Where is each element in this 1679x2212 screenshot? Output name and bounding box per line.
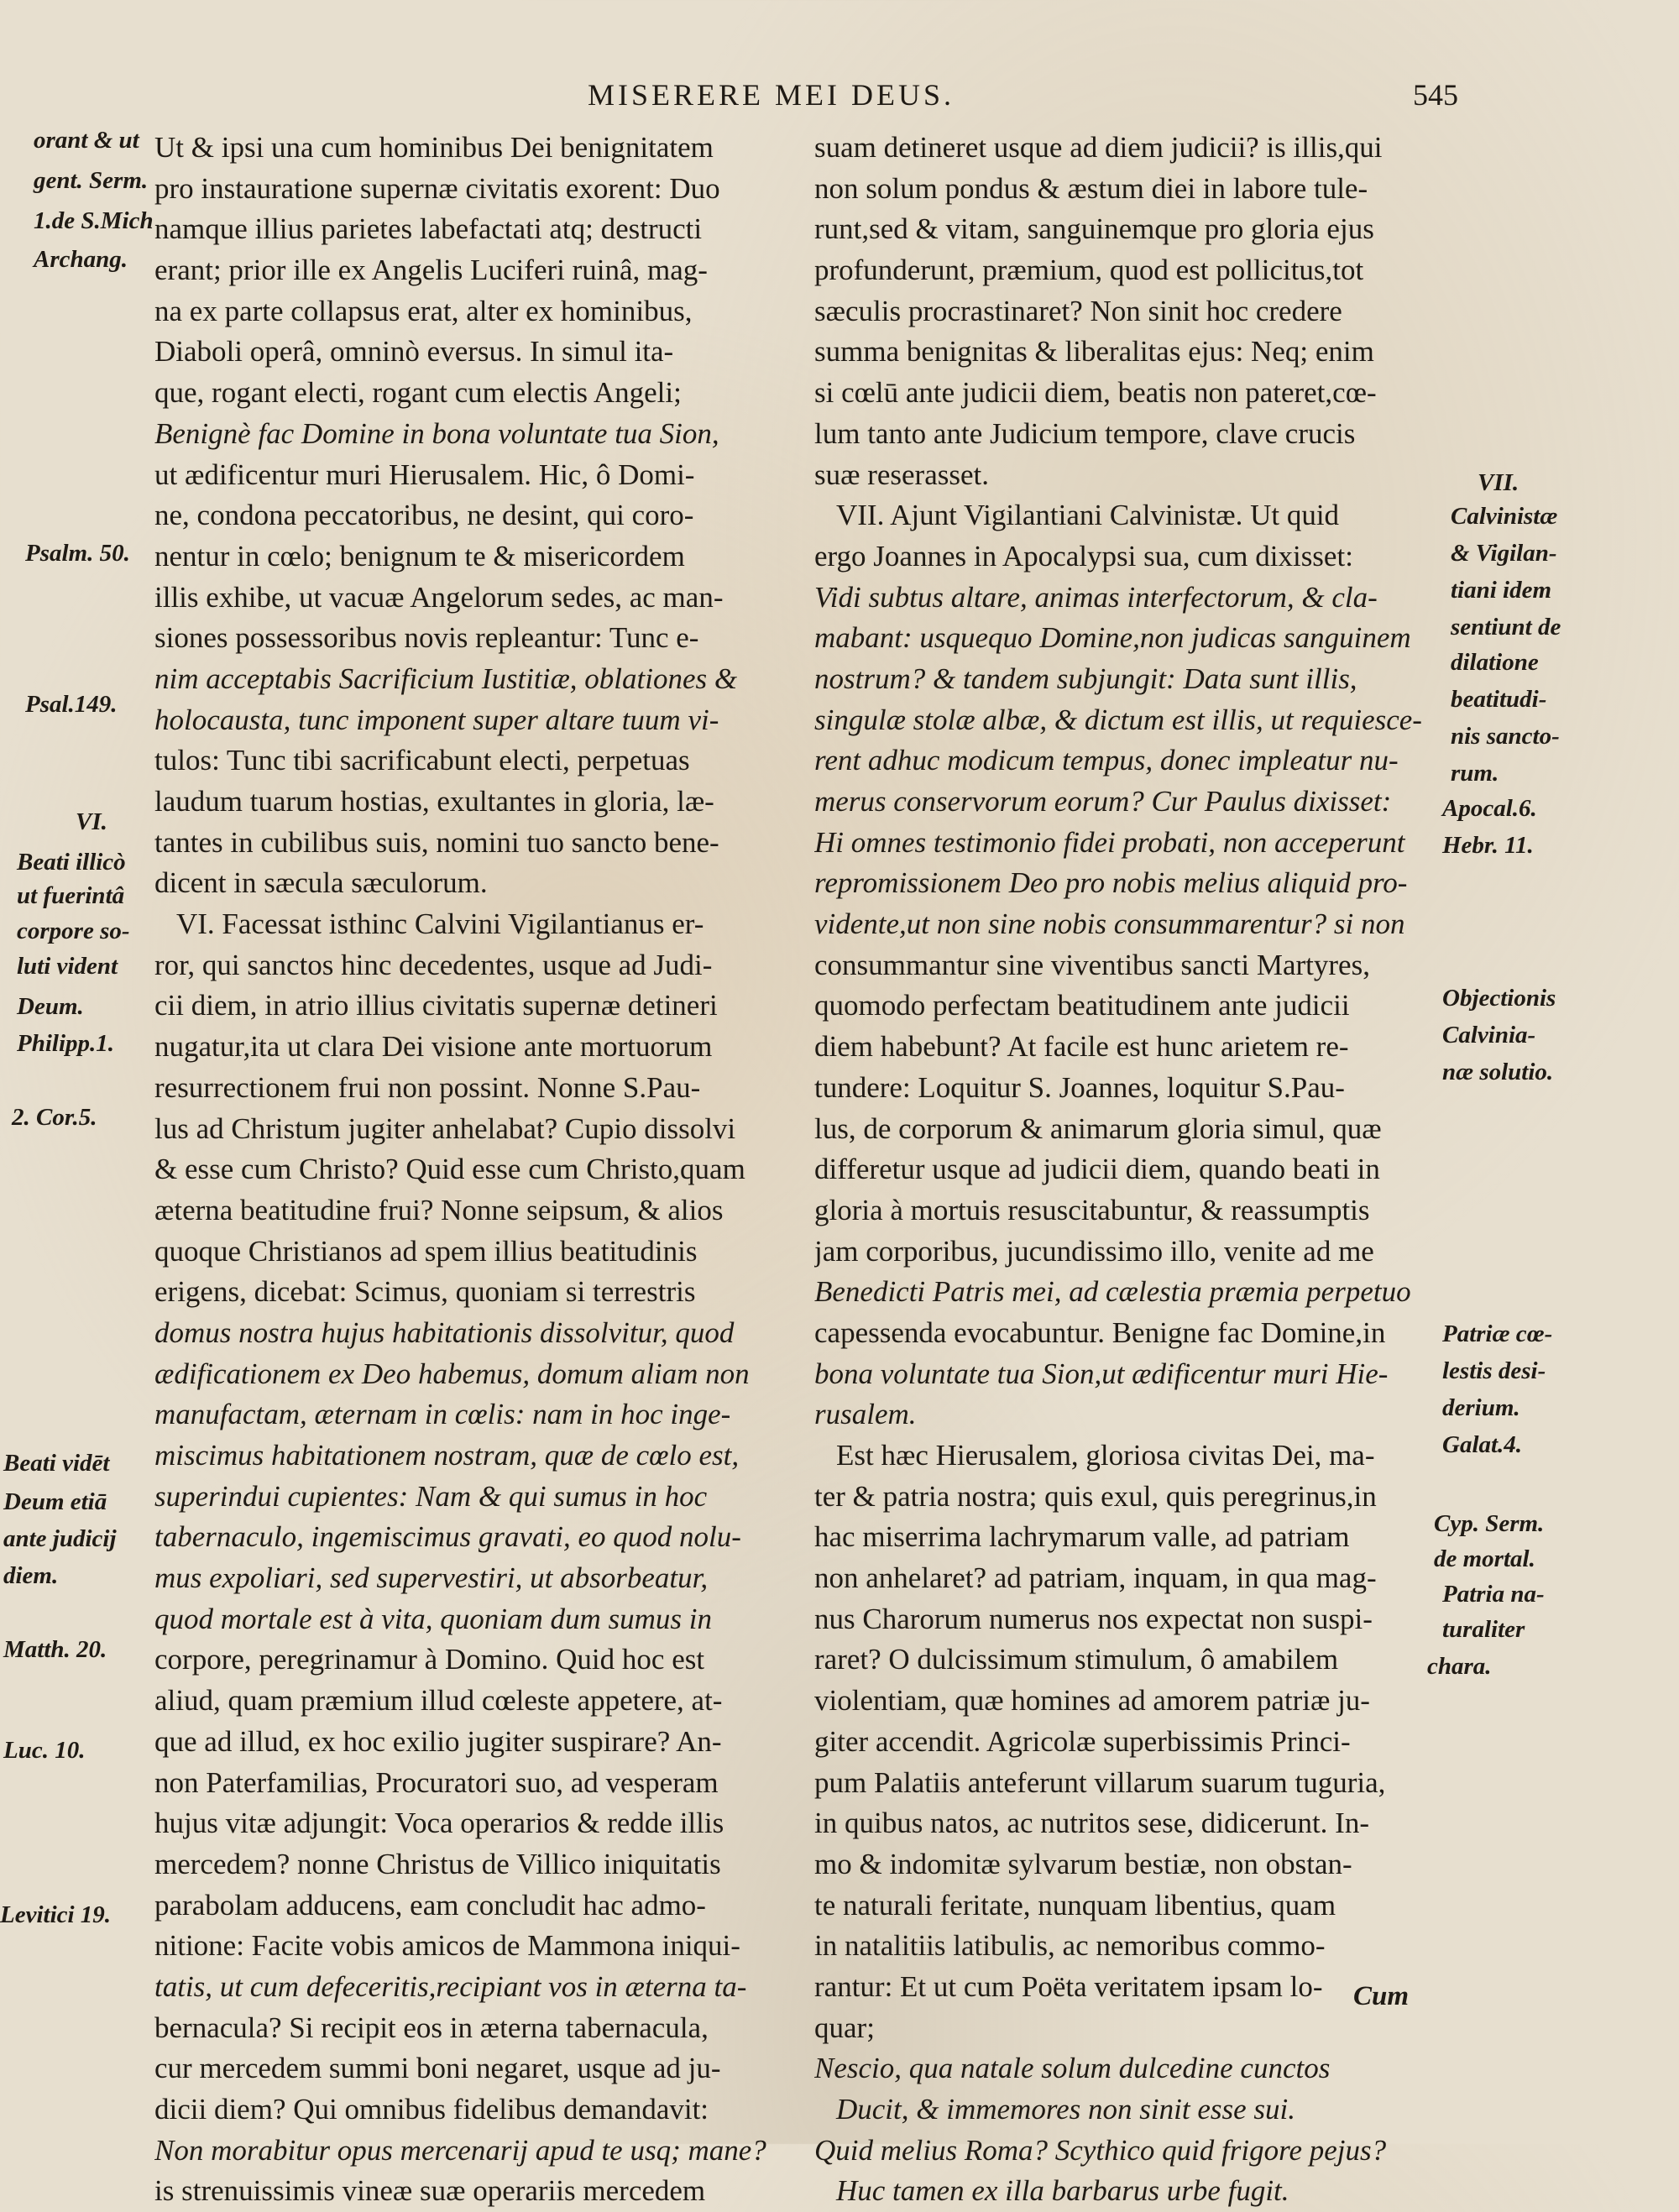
text-line: tulos: Tunc tibi sacrificabunt electi, perpetuas <box>154 744 690 777</box>
margin-note: dilatione <box>1451 649 1539 676</box>
margin-note: ante judicij <box>3 1525 117 1552</box>
text-line: Benedicti Patris mei, ad cælestia præmia perpetuo <box>814 1275 1411 1309</box>
text-line: tabernaculo, ingemiscimus gravati, eo quod nolu- <box>154 1520 741 1554</box>
text-line: violentiam, quæ homines ad amorem patriæ ju- <box>814 1684 1370 1718</box>
verse-line: Quid melius Roma? Scythico quid frigore pejus? <box>814 2133 1387 2167</box>
margin-note: Luc. 10. <box>3 1737 86 1764</box>
text-line: miscimus habitationem nostram, quæ de cœlo est, <box>154 1439 740 1472</box>
text-line: gloria à mortuis resuscitabuntur, & reassumptis <box>814 1193 1370 1226</box>
right-column <box>814 128 1444 2212</box>
text-line: vidente,ut non sine nobis consummarentur? si non <box>814 907 1405 941</box>
text-line: raret? O dulcissimum stimulum, ô amabilem <box>814 1643 1339 1676</box>
margin-note: Apocal.6. <box>1442 795 1537 822</box>
margin-note: Cyp. Serm. <box>1434 1510 1545 1537</box>
text-line: Diaboli operâ, omninò eversus. In simul ita- <box>154 335 674 369</box>
margin-note: gent. Serm. <box>34 167 149 194</box>
text-line: ne, condona peccatoribus, ne desint, qui coro- <box>154 499 694 532</box>
margin-note: Deum etiā <box>3 1488 107 1515</box>
margin-note: Psalm. 50. <box>25 540 130 567</box>
text-line: erigens, dicebat: Scimus, quoniam si terrestris <box>154 1275 696 1309</box>
text-line: cii diem, in atrio illius civitatis supernæ detineri <box>154 989 718 1022</box>
text-line: VI. Facessat isthinc Calvini Vigilantianus er- <box>176 907 704 941</box>
margin-note: Galat.4. <box>1442 1431 1523 1458</box>
margin-note: tiani idem <box>1451 577 1552 604</box>
text-line: mo & indomitæ sylvarum bestiæ, non obstan- <box>814 1847 1352 1880</box>
text-line: runt,sed & vitam, sanguinemque pro gloria ejus <box>814 212 1374 246</box>
margin-note: Objectionis <box>1442 985 1556 1012</box>
margin-note: Patria na- <box>1442 1581 1545 1608</box>
text-line: & esse cum Christo? Quid esse cum Christo,quam <box>154 1153 745 1186</box>
text-line: summa benignitas & liberalitas ejus: Neq; enim <box>814 335 1374 369</box>
text-line: rent adhuc modicum tempus, donec impleatur nu- <box>814 744 1399 777</box>
margin-note: beatitudi- <box>1451 686 1547 713</box>
text-line: tantes in cubilibus suis, nomini tuo sancto bene- <box>154 825 719 859</box>
text-line: quomodo perfectam beatitudinem ante judicii <box>814 989 1350 1022</box>
text-line: Ut & ipsi una cum hominibus Dei benignitatem <box>154 131 714 164</box>
text-line: ergo Joannes in Apocalypsi sua, cum dixisset: <box>814 539 1353 573</box>
text-line: mercedem? nonne Christus de Villico iniquitatis <box>154 1847 721 1880</box>
margin-note: orant & ut <box>34 127 139 154</box>
verse-line: Nescio, qua natale solum dulcedine cunctos <box>814 2052 1331 2085</box>
text-line: jam corporibus, jucundissimo illo, venite ad me <box>814 1234 1374 1268</box>
margin-note: 2. Cor.5. <box>12 1104 97 1131</box>
text-line: in quibus natos, ac nutritos sese, didicerunt. In- <box>814 1807 1369 1840</box>
catchword: Cum <box>1353 1981 1410 2011</box>
text-line: Est hæc Hierusalem, gloriosa civitas Dei, ma- <box>836 1439 1375 1472</box>
text-line: sæculis procrastinaret? Non sinit hoc credere <box>814 294 1342 327</box>
margin-note: Calvinistæ <box>1451 503 1558 530</box>
margin-note: corpore so- <box>17 918 130 944</box>
margin-note: Beati vidēt <box>3 1450 110 1477</box>
text-line: suæ reserasset. <box>814 458 990 491</box>
text-line: illis exhibe, ut vacuæ Angelorum sedes, ac man- <box>154 580 724 614</box>
text-line: VII. Ajunt Vigilantiani Calvinistæ. Ut quid <box>836 499 1340 532</box>
text-line: ror, qui sanctos hinc decedentes, usque ad Judi- <box>154 948 713 981</box>
text-line: domus nostra hujus habitationis dissolvitur, quod <box>154 1315 735 1349</box>
text-line: non solum pondus & æstum diei in labore tule- <box>814 171 1368 205</box>
margin-note: Calvinia- <box>1442 1022 1536 1048</box>
text-line: rusalem. <box>814 1398 917 1431</box>
text-line: giter accendit. Agricolæ superbissimis Princi- <box>814 1724 1351 1758</box>
text-line: repromissionem Deo pro nobis melius aliquid pro- <box>814 866 1408 900</box>
text-line: Benignè fac Domine in bona voluntate tua Sion, <box>154 416 719 450</box>
margin-note: Psal.149. <box>25 691 118 718</box>
margin-note: 1.de S.Mich <box>34 207 154 234</box>
text-line: bona voluntate tua Sion,ut ædificentur muri Hie- <box>814 1357 1389 1390</box>
text-line: non Paterfamilias, Procuratori suo, ad vesperam <box>154 1765 719 1799</box>
text-line: manufactam, æternam in cœlis: nam in hoc inge- <box>154 1398 731 1431</box>
verse-line: Huc tamen ex illa barbarus urbe fugit. <box>836 2174 1289 2208</box>
text-line: singulæ stolæ albæ, & dictum est illis, ut requiesce- <box>814 703 1422 736</box>
text-line: Vidi subtus altare, animas interfectorum, & cla- <box>814 580 1378 614</box>
text-line: quoque Christianos ad spem illius beatitudinis <box>154 1234 698 1268</box>
margin-note: luti vident <box>17 953 118 980</box>
margin-note: Philipp.1. <box>17 1030 115 1057</box>
page-number: 545 <box>1413 78 1458 112</box>
text-line: te naturali feritate, nunquam libentius, quam <box>814 1888 1336 1922</box>
text-line: Non morabitur opus mercenarij apud te usq; mane? <box>154 2133 766 2167</box>
margin-note: derium. <box>1442 1394 1520 1421</box>
text-line: pum Palatiis anteferunt villarum suarum tuguria, <box>814 1765 1386 1799</box>
text-line: na ex parte collapsus erat, alter ex hominibus, <box>154 294 693 327</box>
margin-note: diem. <box>3 1562 59 1589</box>
left-column <box>154 128 826 2212</box>
text-line: nus Charorum numerus nos expectat non suspi- <box>814 1602 1373 1635</box>
margin-note: chara. <box>1427 1653 1492 1680</box>
text-line: nostrum? & tandem subjungit: Data sunt illis, <box>814 662 1357 695</box>
text-line: dicii diem? Qui omnibus fidelibus demandavit: <box>154 2093 709 2126</box>
margin-note: & Vigilan- <box>1451 540 1557 567</box>
text-line: suam detineret usque ad diem judicii? is illis,qui <box>814 131 1383 164</box>
text-line: bernacula? Si recipit eos in æterna tabernacula, <box>154 2011 709 2044</box>
margin-note: VII. <box>1478 469 1519 496</box>
margin-note: Levitici 19. <box>0 1901 112 1928</box>
margin-note: Hebr. 11. <box>1442 832 1534 859</box>
text-line: ter & patria nostra; quis exul, quis peregrinus,in <box>814 1479 1377 1513</box>
text-line: corpore, peregrinamur à Domino. Quid hoc est <box>154 1643 705 1676</box>
text-line: parabolam adducens, eam concludit hac admo- <box>154 1888 706 1922</box>
text-line: nitione: Facite vobis amicos de Mammona iniqui- <box>154 1929 740 1963</box>
text-line: dicent in sæcula sæculorum. <box>154 866 488 900</box>
text-line: lus, de corporum & animarum gloria simul, quæ <box>814 1111 1382 1145</box>
text-line: quod mortale est à vita, quoniam dum sumus in <box>154 1602 713 1635</box>
text-line: mus expoliari, sed supervestiri, ut absorbeatur, <box>154 1561 709 1595</box>
text-line: in natalitiis latibulis, ac nemoribus commo- <box>814 1929 1326 1963</box>
margin-note: nis sancto- <box>1451 723 1560 750</box>
margin-note: lestis desi- <box>1442 1357 1546 1384</box>
text-line: hujus vitæ adjungit: Voca operarios & redde illis <box>154 1807 724 1840</box>
text-line: erant; prior ille ex Angelis Luciferi ruinâ, mag- <box>154 254 708 287</box>
text-line: profunderunt, præmium, quod est pollicitus,tot <box>814 254 1364 287</box>
margin-note: turaliter <box>1442 1616 1525 1643</box>
text-line: ædificationem ex Deo habemus, domum aliam non <box>154 1357 750 1390</box>
text-line: resurrectionem frui non possint. Nonne S.Pau- <box>154 1070 701 1104</box>
text-line: que, rogant electi, rogant cum electis Angeli; <box>154 376 682 410</box>
text-line: is strenuissimis vineæ suæ operariis mercedem <box>154 2174 706 2208</box>
text-line: superindui cupientes: Nam & qui sumus in hoc <box>154 1479 708 1513</box>
margin-note: Archang. <box>34 246 128 273</box>
text-line: merus conservorum eorum? Cur Paulus dixisset: <box>814 785 1392 818</box>
text-line: nugatur,ita ut clara Dei visione ante mortuorum <box>154 1030 713 1064</box>
margin-note: VI. <box>76 808 107 835</box>
text-line: non anhelaret? ad patriam, inquam, in qua mag- <box>814 1561 1377 1595</box>
text-line: lus ad Christum jugiter anhelabat? Cupio dissolvi <box>154 1111 736 1145</box>
text-line: siones possessoribus novis repleantur: Tunc e- <box>154 621 699 655</box>
margin-note: Patriæ cœ- <box>1442 1320 1553 1347</box>
text-line: lum tanto ante Judicium tempore, clave crucis <box>814 416 1356 450</box>
margin-note: de mortal. <box>1434 1545 1535 1572</box>
text-line: ut ædificentur muri Hierusalem. Hic, ô Domi- <box>154 458 695 491</box>
margin-note: næ solutio. <box>1442 1059 1554 1085</box>
text-line: consummantur sine viventibus sancti Martyres, <box>814 948 1370 981</box>
margin-note: ut fuerintâ <box>17 882 125 909</box>
running-title: MISERERE MEI DEUS. <box>588 78 955 112</box>
margin-note: Beati illicò <box>17 849 126 876</box>
text-line: rantur: Et ut cum Poëta veritatem ipsam lo- <box>814 1969 1323 2003</box>
margin-note: sentiunt de <box>1451 614 1561 641</box>
text-line: hac miserrima lachrymarum valle, ad patriam <box>814 1520 1350 1554</box>
verse-line: Ducit, & immemores non sinit esse sui. <box>836 2093 1295 2126</box>
text-line: cur mercedem summi boni negaret, usque ad ju- <box>154 2052 721 2085</box>
text-line: æterna beatitudine frui? Nonne seipsum, & alios <box>154 1193 724 1226</box>
margin-note: Deum. <box>17 993 84 1020</box>
margin-note: Matth. 20. <box>3 1636 107 1663</box>
text-line: nentur in cœlo; benignum te & misericordem <box>154 539 685 573</box>
text-line: aliud, quam præmium illud cœleste appetere, at- <box>154 1684 723 1718</box>
text-line: differetur usque ad judicii diem, quando beati in <box>814 1153 1380 1186</box>
text-line: que ad illud, ex hoc exilio jugiter suspirare? An- <box>154 1724 722 1758</box>
text-line: nim acceptabis Sacrificium Iustitiæ, oblationes & <box>154 662 738 695</box>
text-line: holocausta, tunc imponent super altare tuum vi- <box>154 703 719 736</box>
text-line: tatis, ut cum defeceritis,recipiant vos in æterna ta- <box>154 1969 747 2003</box>
text-line: si cœlū ante judicii diem, beatis non pateret,cœ- <box>814 376 1377 410</box>
text-line: pro instauratione supernæ civitatis exorent: Duo <box>154 171 720 205</box>
text-line: namque illius parietes labefactati atq; destructi <box>154 212 703 246</box>
text-line: Hi omnes testimonio fidei probati, non acceperunt <box>814 825 1405 859</box>
text-line: diem habebunt? At facile est hunc arietem re- <box>814 1030 1349 1064</box>
text-line: capessenda evocabuntur. Benigne fac Domine,in <box>814 1315 1386 1349</box>
text-line: quar; <box>814 2011 875 2044</box>
text-line: laudum tuarum hostias, exultantes in gloria, læ- <box>154 785 714 818</box>
margin-note: rum. <box>1451 760 1499 787</box>
text-line: mabant: usquequo Domine,non judicas sanguinem <box>814 621 1411 655</box>
text-line: tundere: Loquitur S. Joannes, loquitur S.Pau- <box>814 1070 1345 1104</box>
